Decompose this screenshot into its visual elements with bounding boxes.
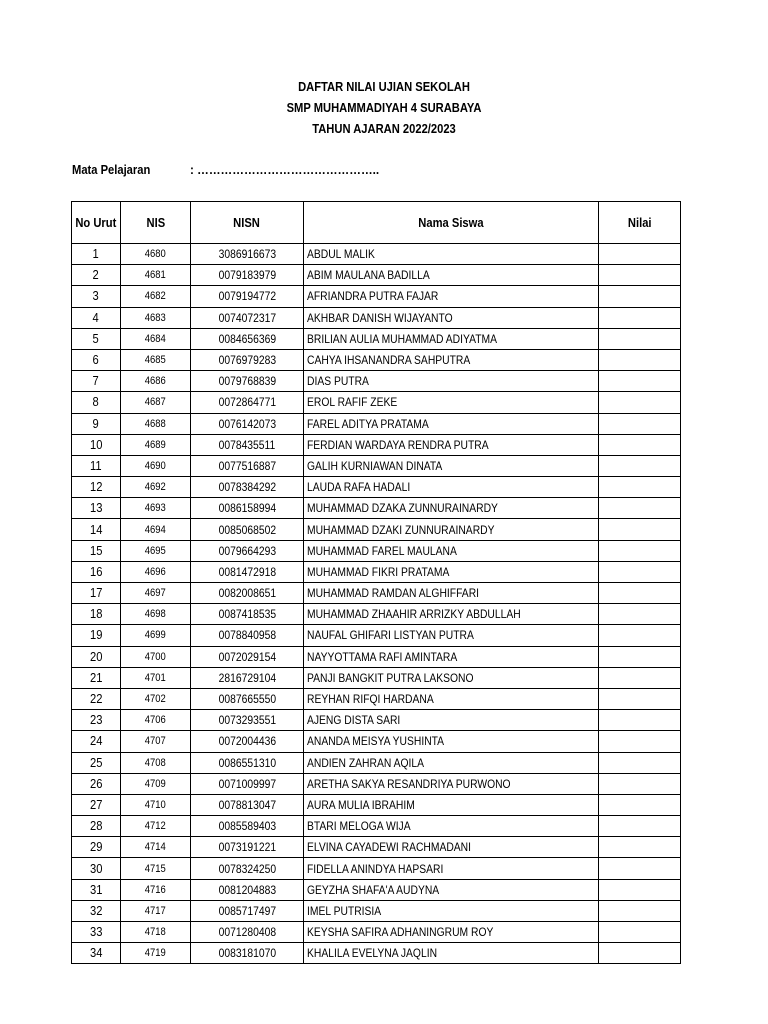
column-header-no-urut: No Urut bbox=[72, 202, 121, 244]
cell-nama-siswa: AKHBAR DANISH WIJAYANTO bbox=[304, 307, 599, 328]
cell-no-urut: 3 bbox=[72, 286, 121, 307]
cell-nisn: 0072864771 bbox=[191, 392, 304, 413]
table-row bbox=[72, 455, 681, 476]
cell-no-urut: 31 bbox=[72, 879, 121, 900]
cell-no-urut: 4 bbox=[72, 307, 121, 328]
table-row bbox=[72, 413, 681, 434]
cell-nisn: 0071280408 bbox=[191, 922, 304, 943]
cell-nama-siswa: MUHAMMAD ZHAAHIR ARRIZKY ABDULLAH bbox=[304, 604, 599, 625]
cell-nilai[interactable] bbox=[599, 773, 681, 794]
cell-nisn: 0081472918 bbox=[191, 561, 304, 582]
cell-nis: 4710 bbox=[121, 794, 191, 815]
table-row bbox=[72, 561, 681, 582]
cell-nis: 4709 bbox=[121, 773, 191, 794]
column-header-nisn: NISN bbox=[191, 202, 304, 244]
cell-nama-siswa: NAYYOTTAMA RAFI AMINTARA bbox=[304, 646, 599, 667]
cell-no-urut: 22 bbox=[72, 688, 121, 709]
cell-nama-siswa: ABIM MAULANA BADILLA bbox=[304, 265, 599, 286]
table-row bbox=[72, 900, 681, 921]
cell-nama-siswa: FERDIAN WARDAYA RENDRA PUTRA bbox=[304, 434, 599, 455]
table-row bbox=[72, 244, 681, 265]
cell-nama-siswa: ABDUL MALIK bbox=[304, 244, 599, 265]
cell-nis: 4699 bbox=[121, 625, 191, 646]
cell-nis: 4694 bbox=[121, 519, 191, 540]
academic-year: TAHUN AJARAN 2022/2023 bbox=[312, 121, 456, 136]
cell-nama-siswa: FIDELLA ANINDYA HAPSARI bbox=[304, 858, 599, 879]
cell-nis: 4697 bbox=[121, 583, 191, 604]
cell-nis: 4716 bbox=[121, 879, 191, 900]
cell-no-urut: 15 bbox=[72, 540, 121, 561]
cell-nama-siswa: IMEL PUTRISIA bbox=[304, 900, 599, 921]
cell-nisn: 0071009997 bbox=[191, 773, 304, 794]
table-row bbox=[72, 858, 681, 879]
cell-no-urut: 28 bbox=[72, 816, 121, 837]
table-row bbox=[72, 922, 681, 943]
cell-nis: 4718 bbox=[121, 922, 191, 943]
cell-nis: 4696 bbox=[121, 561, 191, 582]
cell-nisn: 2816729104 bbox=[191, 667, 304, 688]
cell-nama-siswa: CAHYA IHSANANDRA SAHPUTRA bbox=[304, 349, 599, 370]
cell-nis: 4695 bbox=[121, 540, 191, 561]
table-row bbox=[72, 879, 681, 900]
cell-nilai[interactable] bbox=[599, 688, 681, 709]
cell-nilai[interactable] bbox=[599, 752, 681, 773]
cell-nilai[interactable] bbox=[599, 900, 681, 921]
cell-nisn: 0079194772 bbox=[191, 286, 304, 307]
table-row bbox=[72, 816, 681, 837]
table-row bbox=[72, 667, 681, 688]
cell-no-urut: 5 bbox=[72, 328, 121, 349]
table-row bbox=[72, 286, 681, 307]
cell-nis: 4692 bbox=[121, 477, 191, 498]
cell-nilai[interactable] bbox=[599, 922, 681, 943]
cell-no-urut: 10 bbox=[72, 434, 121, 455]
cell-nisn: 0085068502 bbox=[191, 519, 304, 540]
cell-no-urut: 14 bbox=[72, 519, 121, 540]
cell-nama-siswa: FAREL ADITYA PRATAMA bbox=[304, 413, 599, 434]
document-title: DAFTAR NILAI UJIAN SEKOLAH bbox=[298, 79, 470, 94]
table-row bbox=[72, 371, 681, 392]
cell-nis: 4719 bbox=[121, 943, 191, 964]
table-row bbox=[72, 752, 681, 773]
cell-no-urut: 18 bbox=[72, 604, 121, 625]
cell-nilai[interactable] bbox=[599, 710, 681, 731]
cell-nama-siswa: MUHAMMAD DZAKA ZUNNURAINARDY bbox=[304, 498, 599, 519]
cell-nis: 4681 bbox=[121, 265, 191, 286]
cell-nis: 4706 bbox=[121, 710, 191, 731]
cell-no-urut: 33 bbox=[72, 922, 121, 943]
cell-nis: 4682 bbox=[121, 286, 191, 307]
table-row bbox=[72, 540, 681, 561]
table-row bbox=[72, 604, 681, 625]
cell-nis: 4680 bbox=[121, 244, 191, 265]
cell-nisn: 0079768839 bbox=[191, 371, 304, 392]
cell-no-urut: 24 bbox=[72, 731, 121, 752]
grade-table bbox=[71, 201, 681, 964]
column-header-nama-siswa: Nama Siswa bbox=[304, 202, 599, 244]
cell-nilai[interactable] bbox=[599, 794, 681, 815]
cell-no-urut: 17 bbox=[72, 583, 121, 604]
cell-nisn: 0086158994 bbox=[191, 498, 304, 519]
cell-nama-siswa: ARETHA SAKYA RESANDRIYA PURWONO bbox=[304, 773, 599, 794]
subject-line bbox=[72, 162, 400, 177]
table-row bbox=[72, 731, 681, 752]
table-row bbox=[72, 710, 681, 731]
table-row bbox=[72, 583, 681, 604]
table-row bbox=[72, 837, 681, 858]
cell-nis: 4712 bbox=[121, 816, 191, 837]
cell-nama-siswa: AURA MULIA IBRAHIM bbox=[304, 794, 599, 815]
cell-nisn: 0073293551 bbox=[191, 710, 304, 731]
table-row bbox=[72, 434, 681, 455]
cell-nis: 4707 bbox=[121, 731, 191, 752]
cell-nama-siswa: REYHAN RIFQI HARDANA bbox=[304, 688, 599, 709]
table-row bbox=[72, 498, 681, 519]
cell-nisn: 0081204883 bbox=[191, 879, 304, 900]
cell-no-urut: 8 bbox=[72, 392, 121, 413]
cell-nama-siswa: NAUFAL GHIFARI LISTYAN PUTRA bbox=[304, 625, 599, 646]
cell-nilai[interactable] bbox=[599, 858, 681, 879]
cell-nilai[interactable] bbox=[599, 477, 681, 498]
table-row bbox=[72, 328, 681, 349]
cell-nama-siswa: KEYSHA SAFIRA ADHANINGRUM ROY bbox=[304, 922, 599, 943]
column-header-nis: NIS bbox=[121, 202, 191, 244]
table-row bbox=[72, 349, 681, 370]
subject-label: Mata Pelajaran bbox=[72, 162, 151, 177]
cell-no-urut: 30 bbox=[72, 858, 121, 879]
cell-nilai[interactable] bbox=[599, 943, 681, 964]
cell-nama-siswa: DIAS PUTRA bbox=[304, 371, 599, 392]
table-row bbox=[72, 625, 681, 646]
cell-nama-siswa: EROL RAFIF ZEKE bbox=[304, 392, 599, 413]
cell-nisn: 0084656369 bbox=[191, 328, 304, 349]
cell-nilai[interactable] bbox=[599, 604, 681, 625]
cell-nis: 4689 bbox=[121, 434, 191, 455]
cell-no-urut: 32 bbox=[72, 900, 121, 921]
cell-nis: 4714 bbox=[121, 837, 191, 858]
cell-no-urut: 11 bbox=[72, 455, 121, 476]
cell-nama-siswa: MUHAMMAD FIKRI PRATAMA bbox=[304, 561, 599, 582]
cell-nisn: 0085717497 bbox=[191, 900, 304, 921]
cell-nilai[interactable] bbox=[599, 540, 681, 561]
cell-nama-siswa: MUHAMMAD FAREL MAULANA bbox=[304, 540, 599, 561]
cell-nilai[interactable] bbox=[599, 265, 681, 286]
cell-nama-siswa: MUHAMMAD RAMDAN ALGHIFFARI bbox=[304, 583, 599, 604]
cell-nisn: 3086916673 bbox=[191, 244, 304, 265]
cell-nilai[interactable] bbox=[599, 583, 681, 604]
cell-nilai[interactable] bbox=[599, 816, 681, 837]
cell-nilai[interactable] bbox=[599, 879, 681, 900]
cell-nama-siswa: BTARI MELOGA WIJA bbox=[304, 816, 599, 837]
cell-nis: 4688 bbox=[121, 413, 191, 434]
cell-nilai[interactable] bbox=[599, 413, 681, 434]
column-header-nilai: Nilai bbox=[599, 202, 681, 244]
document-header bbox=[0, 76, 768, 139]
cell-nis: 4701 bbox=[121, 667, 191, 688]
table-body bbox=[72, 244, 681, 964]
cell-nama-siswa: MUHAMMAD DZAKI ZUNNURAINARDY bbox=[304, 519, 599, 540]
cell-nisn: 0078384292 bbox=[191, 477, 304, 498]
table-row bbox=[72, 307, 681, 328]
school-name: SMP MUHAMMADIYAH 4 SURABAYA bbox=[286, 100, 482, 115]
cell-nilai[interactable] bbox=[599, 731, 681, 752]
subject-value: : ……………………………………….. bbox=[190, 162, 380, 177]
cell-nilai[interactable] bbox=[599, 837, 681, 858]
cell-nisn: 0087665550 bbox=[191, 688, 304, 709]
cell-nama-siswa: KHALILA EVELYNA JAQLIN bbox=[304, 943, 599, 964]
cell-nilai[interactable] bbox=[599, 244, 681, 265]
cell-nama-siswa: GEYZHA SHAFA'A AUDYNA bbox=[304, 879, 599, 900]
cell-nama-siswa: GALIH KURNIAWAN DINATA bbox=[304, 455, 599, 476]
table-row bbox=[72, 265, 681, 286]
cell-nis: 4690 bbox=[121, 455, 191, 476]
cell-nama-siswa: ANANDA MEISYA YUSHINTA bbox=[304, 731, 599, 752]
cell-no-urut: 1 bbox=[72, 244, 121, 265]
cell-nilai[interactable] bbox=[599, 625, 681, 646]
cell-nilai[interactable] bbox=[599, 498, 681, 519]
cell-nama-siswa: ELVINA CAYADEWI RACHMADANI bbox=[304, 837, 599, 858]
cell-nisn: 0073191221 bbox=[191, 837, 304, 858]
table-row bbox=[72, 646, 681, 667]
cell-nilai[interactable] bbox=[599, 392, 681, 413]
cell-nisn: 0076142073 bbox=[191, 413, 304, 434]
cell-nilai[interactable] bbox=[599, 328, 681, 349]
cell-nisn: 0072004436 bbox=[191, 731, 304, 752]
cell-nilai[interactable] bbox=[599, 286, 681, 307]
cell-nis: 4693 bbox=[121, 498, 191, 519]
cell-nisn: 0083181070 bbox=[191, 943, 304, 964]
cell-nisn: 0079664293 bbox=[191, 540, 304, 561]
cell-no-urut: 9 bbox=[72, 413, 121, 434]
cell-no-urut: 16 bbox=[72, 561, 121, 582]
cell-nis: 4686 bbox=[121, 371, 191, 392]
cell-nis: 4700 bbox=[121, 646, 191, 667]
table-row bbox=[72, 773, 681, 794]
cell-nisn: 0078435511 bbox=[191, 434, 304, 455]
table-row bbox=[72, 477, 681, 498]
cell-nis: 4683 bbox=[121, 307, 191, 328]
cell-nis: 4715 bbox=[121, 858, 191, 879]
table-row bbox=[72, 688, 681, 709]
cell-nis: 4708 bbox=[121, 752, 191, 773]
cell-no-urut: 21 bbox=[72, 667, 121, 688]
table-row bbox=[72, 519, 681, 540]
cell-nilai[interactable] bbox=[599, 307, 681, 328]
cell-nis: 4698 bbox=[121, 604, 191, 625]
table-row bbox=[72, 794, 681, 815]
cell-no-urut: 26 bbox=[72, 773, 121, 794]
cell-no-urut: 34 bbox=[72, 943, 121, 964]
cell-nisn: 0087418535 bbox=[191, 604, 304, 625]
cell-nis: 4702 bbox=[121, 688, 191, 709]
cell-no-urut: 2 bbox=[72, 265, 121, 286]
cell-nilai[interactable] bbox=[599, 371, 681, 392]
cell-no-urut: 7 bbox=[72, 371, 121, 392]
cell-no-urut: 23 bbox=[72, 710, 121, 731]
cell-nilai[interactable] bbox=[599, 434, 681, 455]
cell-no-urut: 13 bbox=[72, 498, 121, 519]
cell-no-urut: 6 bbox=[72, 349, 121, 370]
cell-no-urut: 25 bbox=[72, 752, 121, 773]
cell-nilai[interactable] bbox=[599, 561, 681, 582]
cell-nama-siswa: ANDIEN ZAHRAN AQILA bbox=[304, 752, 599, 773]
cell-no-urut: 29 bbox=[72, 837, 121, 858]
cell-nilai[interactable] bbox=[599, 349, 681, 370]
cell-nama-siswa: AFRIANDRA PUTRA FAJAR bbox=[304, 286, 599, 307]
cell-nilai[interactable] bbox=[599, 455, 681, 476]
cell-nis: 4685 bbox=[121, 349, 191, 370]
cell-no-urut: 20 bbox=[72, 646, 121, 667]
cell-nama-siswa: PANJI BANGKIT PUTRA LAKSONO bbox=[304, 667, 599, 688]
table-header-row bbox=[72, 202, 681, 244]
cell-nisn: 0079183979 bbox=[191, 265, 304, 286]
cell-nisn: 0074072317 bbox=[191, 307, 304, 328]
cell-no-urut: 19 bbox=[72, 625, 121, 646]
cell-nisn: 0085589403 bbox=[191, 816, 304, 837]
cell-no-urut: 27 bbox=[72, 794, 121, 815]
cell-nisn: 0076979283 bbox=[191, 349, 304, 370]
cell-nisn: 0072029154 bbox=[191, 646, 304, 667]
cell-nama-siswa: LAUDA RAFA HADALI bbox=[304, 477, 599, 498]
cell-nis: 4684 bbox=[121, 328, 191, 349]
cell-nisn: 0077516887 bbox=[191, 455, 304, 476]
cell-nama-siswa: BRILIAN AULIA MUHAMMAD ADIYATMA bbox=[304, 328, 599, 349]
table-row bbox=[72, 392, 681, 413]
cell-no-urut: 12 bbox=[72, 477, 121, 498]
cell-nisn: 0078813047 bbox=[191, 794, 304, 815]
cell-nama-siswa: AJENG DISTA SARI bbox=[304, 710, 599, 731]
cell-nilai[interactable] bbox=[599, 519, 681, 540]
cell-nis: 4717 bbox=[121, 900, 191, 921]
cell-nisn: 0078324250 bbox=[191, 858, 304, 879]
cell-nis: 4687 bbox=[121, 392, 191, 413]
cell-nilai[interactable] bbox=[599, 646, 681, 667]
cell-nisn: 0082008651 bbox=[191, 583, 304, 604]
table-row bbox=[72, 943, 681, 964]
cell-nilai[interactable] bbox=[599, 667, 681, 688]
cell-nisn: 0086551310 bbox=[191, 752, 304, 773]
cell-nisn: 0078840958 bbox=[191, 625, 304, 646]
